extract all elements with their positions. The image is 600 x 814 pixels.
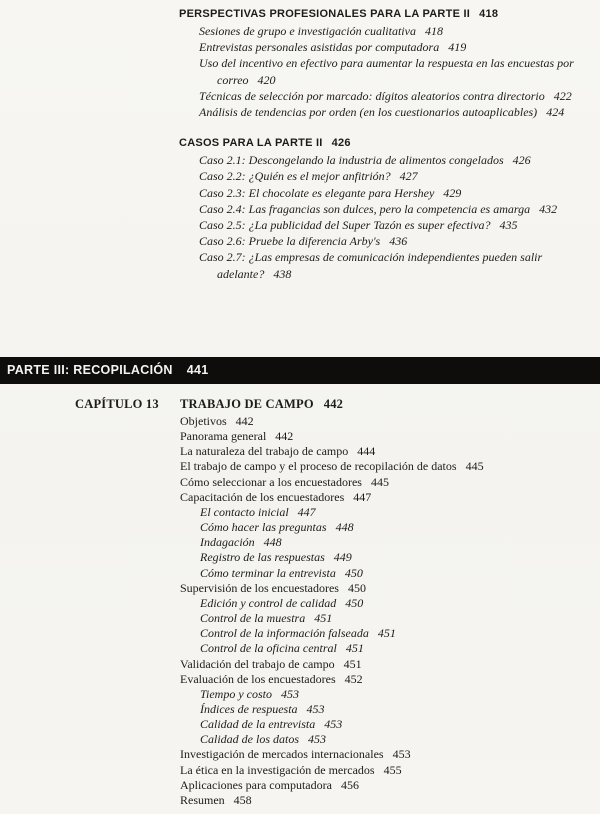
chapter-subentry xyxy=(200,520,587,535)
section-header xyxy=(179,6,585,23)
chapter-entry xyxy=(180,763,587,778)
chapter-heading xyxy=(75,396,587,412)
entry-text: Objetivos xyxy=(180,414,227,428)
page-number: 442 xyxy=(235,414,254,428)
chapter-entry xyxy=(180,459,587,474)
page-number: 450 xyxy=(344,565,363,580)
page-number: 441 xyxy=(186,363,209,377)
toc-section-casos xyxy=(179,135,585,282)
toc-entry-text: Sesiones de grupo e investigación cualitativa xyxy=(199,24,416,38)
page-number: 422 xyxy=(553,88,572,103)
chapter-subentry xyxy=(200,687,587,702)
page-number: 444 xyxy=(357,444,376,459)
toc-entry-text: Técnicas de selección por marcado: dígitos aleatorios contra directorio xyxy=(199,88,545,103)
toc-entry-text: Entrevistas personales asistidas por computadora xyxy=(199,40,440,55)
toc-entry-text: Caso 2.5: ¿La publicidad del Super Tazón es super efectiva? xyxy=(199,218,491,233)
toc-entry xyxy=(199,233,585,249)
chapter-subentry xyxy=(200,732,587,747)
page-number: 450 xyxy=(345,595,364,610)
toc-entry-text: Caso 2.7: ¿Las empresas de comunicación independientes pueden salir adelante? xyxy=(199,250,543,281)
chapter-entry xyxy=(180,414,587,429)
page-number: 445 xyxy=(465,459,484,474)
entry-text: La ética en la investigación de mercados xyxy=(180,762,375,777)
toc-entry xyxy=(199,23,585,39)
page-number: 435 xyxy=(499,218,518,233)
page-number: 420 xyxy=(257,72,276,87)
page-number: 424 xyxy=(546,105,565,120)
toc-entry-text: Análisis de tendencias por orden (en los cuestionarios autoaplicables) xyxy=(199,105,538,120)
chapter-entry xyxy=(180,429,587,444)
entry-text: Registro de las respuestas xyxy=(200,550,325,565)
entry-text: Control de la oficina central xyxy=(200,641,337,656)
entry-text: Edición y control de calidad xyxy=(200,595,337,610)
page-number: 451 xyxy=(377,626,396,641)
toc-entry xyxy=(199,201,585,217)
entry-text: Cómo seleccionar a los encuestadores xyxy=(180,474,362,489)
page-number: 455 xyxy=(383,762,402,777)
chapter-entry xyxy=(180,778,587,793)
page-number: 452 xyxy=(344,671,363,686)
entry-text: Control de la muestra xyxy=(200,611,306,626)
page-number: 418 xyxy=(479,8,499,20)
entry-text: Indagación xyxy=(200,535,255,550)
page-number: 447 xyxy=(353,489,372,504)
page-number: 453 xyxy=(308,732,327,747)
toc-entry-text: Caso 2.6: Pruebe la diferencia Arby's xyxy=(199,234,381,249)
page-number: 419 xyxy=(448,40,467,55)
entry-text: La naturaleza del trabajo de campo xyxy=(180,444,349,459)
entry-text: Tiempo y costo xyxy=(200,686,272,701)
page-number: 438 xyxy=(273,266,292,281)
entry-text: Aplicaciones para computadora xyxy=(180,777,332,792)
chapter-entries xyxy=(180,414,587,808)
chapter-subentry xyxy=(200,596,587,611)
toc-entry xyxy=(199,249,585,281)
chapter-entry xyxy=(180,793,587,808)
entry-text: Control de la información falseada xyxy=(200,626,369,641)
chapter-entry xyxy=(180,444,587,459)
toc-entry xyxy=(199,104,585,120)
chapter-subentry xyxy=(200,566,587,581)
page-number: 442 xyxy=(275,429,294,444)
page-number: 453 xyxy=(306,701,325,716)
page-number: 449 xyxy=(333,550,352,565)
toc-entry-text: Caso 2.4: Las fragancias son dulces, pero la competencia es amarga xyxy=(199,201,531,216)
entry-text: Evaluación de los encuestadores xyxy=(180,671,336,686)
chapter-number: CAPÍTULO 13 xyxy=(75,397,159,411)
toc-entry xyxy=(199,88,585,104)
toc-entry-text: Caso 2.1: Descongelando la industria de alimentos congelados xyxy=(199,153,504,168)
chapter-subentry xyxy=(200,611,587,626)
page-number: 456 xyxy=(340,777,359,792)
entry-text: Resumen xyxy=(180,792,225,807)
chapter-entry xyxy=(180,657,587,672)
chapter-entry xyxy=(180,747,587,762)
chapter-entry xyxy=(180,672,587,687)
page-number: 427 xyxy=(399,169,418,184)
page-number: 453 xyxy=(324,717,343,732)
entry-text: El trabajo de campo y el proceso de recopilación de datos xyxy=(180,459,457,474)
chapter-entry xyxy=(180,490,587,505)
page-number: 448 xyxy=(335,520,354,535)
chapter-subentry xyxy=(200,550,587,565)
toc-entry xyxy=(199,55,585,87)
page-number: 453 xyxy=(281,686,299,701)
page-number: 458 xyxy=(233,792,252,807)
entry-text: Calidad de los datos xyxy=(200,732,300,747)
chapter-entry xyxy=(180,475,587,490)
page-number: 418 xyxy=(424,24,443,38)
chapter-title: TRABAJO DE CAMPO xyxy=(180,397,314,411)
page-number: 432 xyxy=(539,201,558,216)
chapter-entry xyxy=(180,581,587,596)
entry-text: El contacto inicial xyxy=(200,504,289,519)
page-number: 445 xyxy=(370,474,389,489)
page-number: 442 xyxy=(323,397,344,411)
toc-entry xyxy=(199,217,585,233)
toc-entry-text: Caso 2.3: El chocolate es elegante para Hershey xyxy=(199,185,435,200)
section-header-text: CASOS PARA LA PARTE II xyxy=(179,137,323,150)
chapter-subentry xyxy=(200,626,587,641)
entry-text: Panorama general xyxy=(180,429,267,444)
page-number: 447 xyxy=(297,504,316,519)
section-header-text: PERSPECTIVAS PROFESIONALES PARA LA PARTE II xyxy=(179,8,471,20)
entry-text: Validación del trabajo de campo xyxy=(180,656,335,671)
chapter-subentry xyxy=(200,641,587,656)
toc-entry xyxy=(199,39,585,55)
chapter-subentry xyxy=(200,717,587,732)
chapter-subentry xyxy=(200,535,587,550)
page-number: 451 xyxy=(314,611,333,626)
entry-text: Cómo terminar la entrevista xyxy=(200,565,336,580)
chapter-subentry xyxy=(200,505,587,520)
page-number: 426 xyxy=(512,153,531,168)
toc-entry xyxy=(199,152,585,168)
entry-text: Capacitación de los encuestadores xyxy=(180,489,345,504)
page-number: 448 xyxy=(263,535,282,550)
part-divider-bar xyxy=(0,357,600,384)
entry-text: Índices de respuesta xyxy=(200,701,298,716)
entry-text: Investigación de mercados internacionales xyxy=(180,747,384,762)
section-header xyxy=(179,135,585,152)
page-number: 453 xyxy=(392,747,411,762)
part-title: PARTE III: RECOPILACIÓN xyxy=(7,363,173,377)
page-number: 450 xyxy=(347,580,366,595)
page-number: 436 xyxy=(389,234,408,249)
page-number: 426 xyxy=(331,137,351,150)
toc-top-block xyxy=(179,6,585,282)
toc-entry-text: Uso del incentivo en efectivo para aumentar la respuesta en las encuestas por correo xyxy=(199,56,574,87)
chapter-block xyxy=(75,396,587,808)
toc-entry-text: Caso 2.2: ¿Quién es el mejor anfitrión? xyxy=(199,169,391,184)
page-number: 429 xyxy=(443,185,462,200)
entry-text: Cómo hacer las preguntas xyxy=(200,520,327,535)
toc-entry xyxy=(199,185,585,201)
toc-entry xyxy=(199,168,585,184)
entry-text: Calidad de la entrevista xyxy=(200,717,316,732)
page-number: 451 xyxy=(343,656,362,671)
page-number: 451 xyxy=(345,641,364,656)
entry-text: Supervisión de los encuestadores xyxy=(180,580,339,595)
chapter-subentry xyxy=(200,702,587,717)
toc-section-perspectivas xyxy=(179,6,585,120)
